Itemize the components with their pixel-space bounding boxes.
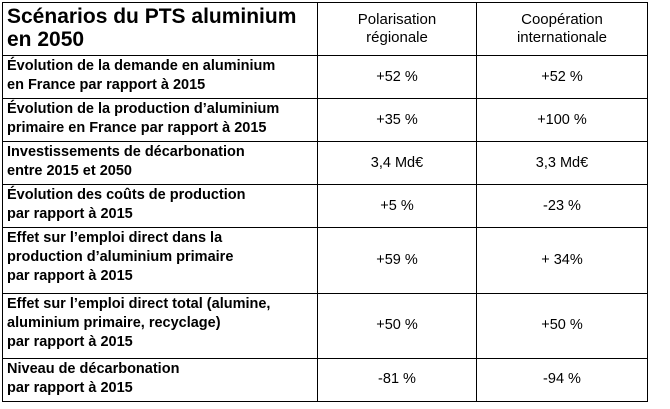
cell-cooperation: -94 % bbox=[477, 358, 648, 401]
row-label-line: Investissements de décarbonation bbox=[7, 144, 245, 161]
column-header-polarisation-line-2: régionale bbox=[366, 29, 428, 46]
table-row bbox=[3, 228, 648, 293]
table-row bbox=[3, 99, 648, 142]
row-label-line: Évolution des coûts de production bbox=[7, 187, 246, 204]
table-row bbox=[3, 185, 648, 228]
cell-cooperation: 3,3 Md€ bbox=[477, 142, 648, 185]
table-title-line-2: en 2050 bbox=[7, 28, 85, 51]
row-label-line: Niveau de décarbonation bbox=[7, 360, 180, 377]
cell-cooperation: + 34% bbox=[477, 228, 648, 293]
cell-polarisation: +59 % bbox=[318, 228, 477, 293]
table-title bbox=[3, 3, 318, 56]
cell-polarisation: +52 % bbox=[318, 56, 477, 99]
cell-cooperation: +100 % bbox=[477, 99, 648, 142]
cell-cooperation: +50 % bbox=[477, 293, 648, 358]
row-label-line: primaire en France par rapport à 2015 bbox=[7, 120, 267, 137]
table-title-line-1: Scénarios du PTS aluminium bbox=[7, 5, 297, 28]
column-header-cooperation bbox=[477, 3, 648, 56]
table-header-row bbox=[3, 3, 648, 56]
row-label-line: Évolution de la demande en aluminium bbox=[7, 58, 276, 74]
row-label bbox=[3, 142, 318, 185]
row-label bbox=[3, 185, 318, 228]
cell-cooperation: -23 % bbox=[477, 185, 648, 228]
row-label-line: par rapport à 2015 bbox=[7, 379, 133, 396]
row-label-line: production d’aluminium primaire bbox=[7, 249, 234, 266]
row-label bbox=[3, 56, 318, 99]
row-label-line: entre 2015 et 2050 bbox=[7, 163, 132, 180]
cell-polarisation: +50 % bbox=[318, 293, 477, 358]
cell-polarisation: 3,4 Md€ bbox=[318, 142, 477, 185]
row-label-line: Effet sur l’emploi direct dans la bbox=[7, 230, 223, 247]
table-row bbox=[3, 293, 648, 358]
row-label bbox=[3, 358, 318, 401]
cell-polarisation: -81 % bbox=[318, 358, 477, 401]
scenarios-table bbox=[2, 2, 648, 402]
table-row bbox=[3, 142, 648, 185]
table-row bbox=[3, 56, 648, 99]
row-label-line: Évolution de la production d’aluminium bbox=[7, 101, 280, 118]
column-header-cooperation-line-1: Coopération bbox=[521, 11, 603, 28]
row-label-line: Effet sur l’emploi direct total (alumine, bbox=[7, 295, 271, 312]
column-header-polarisation-line-1: Polarisation bbox=[357, 11, 437, 28]
column-header-polarisation bbox=[318, 3, 477, 56]
row-label-line: aluminium primaire, recyclage) bbox=[7, 314, 221, 331]
cell-cooperation: +52 % bbox=[477, 56, 648, 99]
row-label bbox=[3, 99, 318, 142]
row-label-line: par rapport à 2015 bbox=[7, 268, 133, 285]
row-label bbox=[3, 228, 318, 293]
table-row bbox=[3, 358, 648, 401]
cell-polarisation: +35 % bbox=[318, 99, 477, 142]
row-label bbox=[3, 293, 318, 358]
cell-polarisation: +5 % bbox=[318, 185, 477, 228]
row-label-line: en France par rapport à 2015 bbox=[7, 77, 206, 93]
column-header-cooperation-line-2: internationale bbox=[516, 29, 608, 46]
row-label-line: par rapport à 2015 bbox=[7, 333, 133, 350]
row-label-line: par rapport à 2015 bbox=[7, 206, 133, 223]
